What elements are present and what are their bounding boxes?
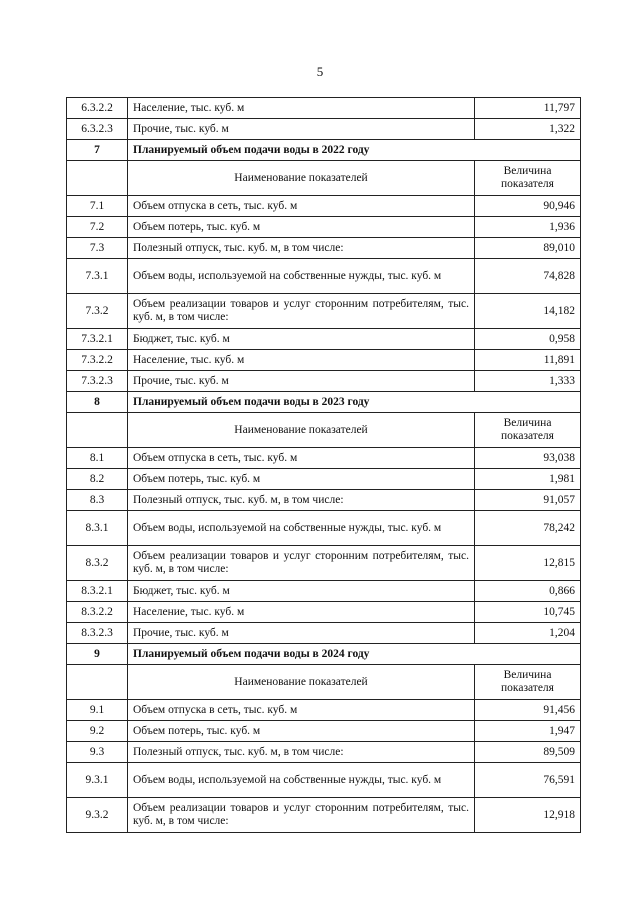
row-value: 91,057: [475, 490, 581, 511]
row-name: Бюджет, тыс. куб. м: [128, 581, 475, 602]
row-value: 1,204: [475, 623, 581, 644]
page-number: 5: [316, 64, 324, 79]
row-number: 8.2: [67, 469, 128, 490]
row-name: Объем воды, используемой на собственные нужды, тыс. куб. м: [128, 763, 475, 798]
column-header-name: Наименование показателей: [128, 161, 475, 196]
row-name: Прочие, тыс. куб. м: [128, 119, 475, 140]
row-name: Прочие, тыс. куб. м: [128, 623, 475, 644]
row-number: 7.3: [67, 238, 128, 259]
table-row: [67, 217, 581, 238]
row-value: 0,958: [475, 329, 581, 350]
row-value: 78,242: [475, 511, 581, 546]
row-value: 89,010: [475, 238, 581, 259]
water-supply-table: [66, 97, 581, 833]
row-number: 8.3.1: [67, 511, 128, 546]
row-value: 0,866: [475, 581, 581, 602]
row-number: 6.3.2.3: [67, 119, 128, 140]
column-header-value: Величина показателя: [475, 161, 581, 196]
section-row: [67, 644, 581, 665]
row-name: Объем потерь, тыс. куб. м: [128, 721, 475, 742]
row-value: 1,333: [475, 371, 581, 392]
row-name: Полезный отпуск, тыс. куб. м, в том числе:: [128, 490, 475, 511]
section-title: Планируемый объем подачи воды в 2023 году: [128, 392, 581, 413]
row-number: 9.3.2: [67, 798, 128, 833]
row-name: Население, тыс. куб. м: [128, 350, 475, 371]
column-header-row: [67, 665, 581, 700]
row-name: Прочие, тыс. куб. м: [128, 371, 475, 392]
table-row: [67, 448, 581, 469]
column-header-name: Наименование показателей: [128, 665, 475, 700]
table-row: [67, 700, 581, 721]
row-number: 8.1: [67, 448, 128, 469]
row-name: Полезный отпуск, тыс. куб. м, в том числе:: [128, 238, 475, 259]
row-value: 74,828: [475, 259, 581, 294]
row-number: 7.3.1: [67, 259, 128, 294]
column-header-name: Наименование показателей: [128, 413, 475, 448]
section-number: 7: [67, 140, 128, 161]
table-row: [67, 511, 581, 546]
row-number: 7.3.2.3: [67, 371, 128, 392]
row-number: 7.3.2.1: [67, 329, 128, 350]
row-name: Объем воды, используемой на собственные нужды, тыс. куб. м: [128, 259, 475, 294]
row-value: 90,946: [475, 196, 581, 217]
row-number: 7.3.2.2: [67, 350, 128, 371]
section-title: Планируемый объем подачи воды в 2022 году: [128, 140, 581, 161]
section-number: 9: [67, 644, 128, 665]
row-value: 14,182: [475, 294, 581, 329]
column-header-row: [67, 161, 581, 196]
row-name: Объем потерь, тыс. куб. м: [128, 217, 475, 238]
row-name: Объем воды, используемой на собственные нужды, тыс. куб. м: [128, 511, 475, 546]
row-value: 10,745: [475, 602, 581, 623]
table-row: [67, 196, 581, 217]
table-row: [67, 238, 581, 259]
row-value: 12,815: [475, 546, 581, 581]
row-name: Объем реализации товаров и услуг сторонним потребителям, тыс. куб. м, в том числе:: [128, 294, 475, 329]
row-number: 7.1: [67, 196, 128, 217]
row-value: 93,038: [475, 448, 581, 469]
row-number: 8.3.2.3: [67, 623, 128, 644]
table-row: [67, 329, 581, 350]
section-number: 8: [67, 392, 128, 413]
row-name: Объем отпуска в сеть, тыс. куб. м: [128, 700, 475, 721]
table-row: [67, 469, 581, 490]
row-number: 7.3.2: [67, 294, 128, 329]
table-row: [67, 763, 581, 798]
row-value: 1,981: [475, 469, 581, 490]
section-title: Планируемый объем подачи воды в 2024 году: [128, 644, 581, 665]
row-number: 8.3.2.1: [67, 581, 128, 602]
table-row: [67, 623, 581, 644]
table-row: [67, 371, 581, 392]
row-number: 8.3.2.2: [67, 602, 128, 623]
header-empty-cell: [67, 413, 128, 448]
section-row: [67, 392, 581, 413]
row-value: 11,891: [475, 350, 581, 371]
table-row: [67, 490, 581, 511]
table-row: [67, 798, 581, 833]
row-number: 9.3.1: [67, 763, 128, 798]
row-number: 9.2: [67, 721, 128, 742]
table-row: [67, 119, 581, 140]
row-number: 9.3: [67, 742, 128, 763]
row-value: 11,797: [475, 98, 581, 119]
header-empty-cell: [67, 161, 128, 196]
row-name: Объем отпуска в сеть, тыс. куб. м: [128, 196, 475, 217]
table-row: [67, 350, 581, 371]
row-value: 1,936: [475, 217, 581, 238]
row-number: 9.1: [67, 700, 128, 721]
row-number: 6.3.2.2: [67, 98, 128, 119]
table-body: [67, 98, 581, 833]
table-row: [67, 581, 581, 602]
column-header-row: [67, 413, 581, 448]
table-row: [67, 259, 581, 294]
row-name: Население, тыс. куб. м: [128, 98, 475, 119]
row-name: Население, тыс. куб. м: [128, 602, 475, 623]
row-name: Бюджет, тыс. куб. м: [128, 329, 475, 350]
row-number: 7.2: [67, 217, 128, 238]
header-empty-cell: [67, 665, 128, 700]
row-value: 89,509: [475, 742, 581, 763]
row-name: Полезный отпуск, тыс. куб. м, в том числе:: [128, 742, 475, 763]
row-value: 91,456: [475, 700, 581, 721]
column-header-value: Величина показателя: [475, 665, 581, 700]
table-row: [67, 294, 581, 329]
row-name: Объем реализации товаров и услуг сторонним потребителям, тыс. куб. м, в том числе:: [128, 546, 475, 581]
row-value: 12,918: [475, 798, 581, 833]
row-value: 1,947: [475, 721, 581, 742]
row-name: Объем реализации товаров и услуг сторонним потребителям, тыс. куб. м, в том числе:: [128, 798, 475, 833]
row-name: Объем отпуска в сеть, тыс. куб. м: [128, 448, 475, 469]
table-row: [67, 721, 581, 742]
row-value: 76,591: [475, 763, 581, 798]
row-number: 8.3.2: [67, 546, 128, 581]
table-row: [67, 602, 581, 623]
column-header-value: Величина показателя: [475, 413, 581, 448]
section-row: [67, 140, 581, 161]
row-number: 8.3: [67, 490, 128, 511]
row-name: Объем потерь, тыс. куб. м: [128, 469, 475, 490]
table-row: [67, 546, 581, 581]
row-value: 1,322: [475, 119, 581, 140]
table-row: [67, 742, 581, 763]
table-row: [67, 98, 581, 119]
